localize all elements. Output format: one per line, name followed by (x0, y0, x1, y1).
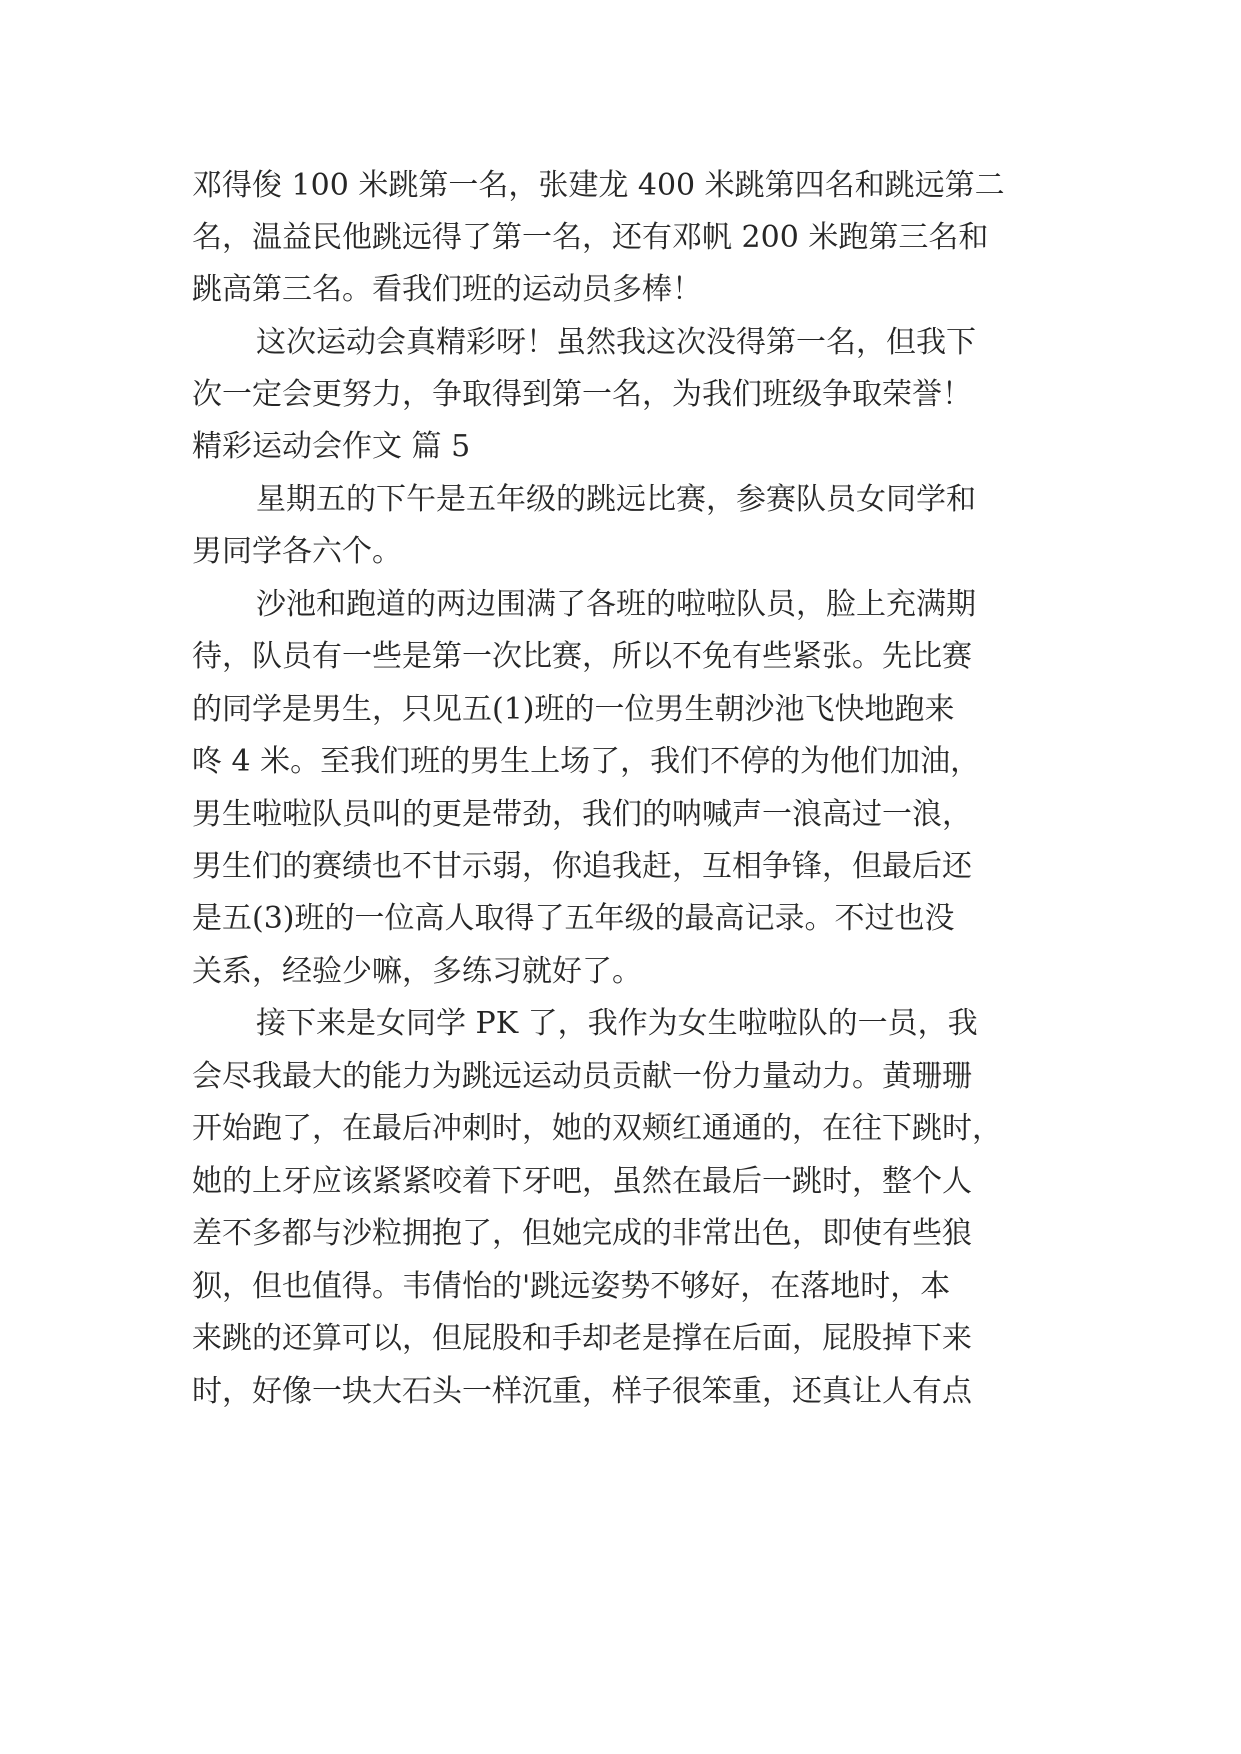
text-line: 名，温益民他跳远得了第一名，还有邓帆 200 米跑第三名和 (192, 220, 989, 255)
paragraph-first-line: 沙池和跑道的两边围满了各班的啦啦队员，脸上充满期 (256, 587, 976, 622)
text-line: 开始跑了，在最后冲刺时，她的双颊红通通的，在往下跳时， (192, 1111, 1002, 1146)
text-line: 关系，经验少嘛，多练习就好了。 (192, 954, 642, 989)
text-line: 次一定会更努力，争取得到第一名，为我们班级争取荣誉！ (192, 377, 972, 412)
text-line: 狈，但也值得。韦倩怡的'跳远姿势不够好，在落地时，本 (192, 1269, 951, 1304)
text-line: 待，队员有一些是第一次比赛，所以不免有些紧张。先比赛 (192, 639, 972, 674)
text-line: 是五(3)班的一位高人取得了五年级的最高记录。不过也没 (192, 901, 955, 936)
paragraph-first-line: 接下来是女同学 PK 了，我作为女生啦啦队的一员，我 (256, 1006, 978, 1041)
text-line: 跳高第三名。看我们班的运动员多棒！ (192, 272, 702, 307)
text-line: 的同学是男生，只见五(1)班的一位男生朝沙池飞快地跑来 (192, 692, 955, 727)
text-line: 她的上牙应该紧紧咬着下牙吧，虽然在最后一跳时，整个人 (192, 1164, 972, 1199)
text-line: 男生们的赛绩也不甘示弱，你追我赶，互相争锋，但最后还 (192, 849, 972, 884)
text-line: 会尽我最大的能力为跳远运动员贡献一份力量动力。黄珊珊 (192, 1059, 972, 1094)
text-line: 差不多都与沙粒拥抱了，但她完成的非常出色，即使有些狼 (192, 1216, 972, 1251)
text-line: 咚 4 米。至我们班的男生上场了，我们不停的为他们加油， (192, 744, 981, 779)
text-line: 男同学各六个。 (192, 534, 402, 569)
text-line: 男生啦啦队员叫的更是带劲，我们的呐喊声一浪高过一浪， (192, 797, 972, 832)
text-line: 邓得俊 100 米跳第一名，张建龙 400 米跳第四名和跳远第二 (192, 168, 1005, 203)
paragraph-first-line: 星期五的下午是五年级的跳远比赛，参赛队员女同学和 (256, 482, 976, 517)
section-heading: 精彩运动会作文 篇 5 (192, 429, 471, 464)
paragraph-first-line: 这次运动会真精彩呀！虽然我这次没得第一名，但我下 (256, 325, 976, 360)
text-line: 时，好像一块大石头一样沉重，样子很笨重，还真让人有点 (192, 1374, 972, 1409)
text-line: 来跳的还算可以，但屁股和手却老是撑在后面，屁股掉下来 (192, 1321, 972, 1356)
